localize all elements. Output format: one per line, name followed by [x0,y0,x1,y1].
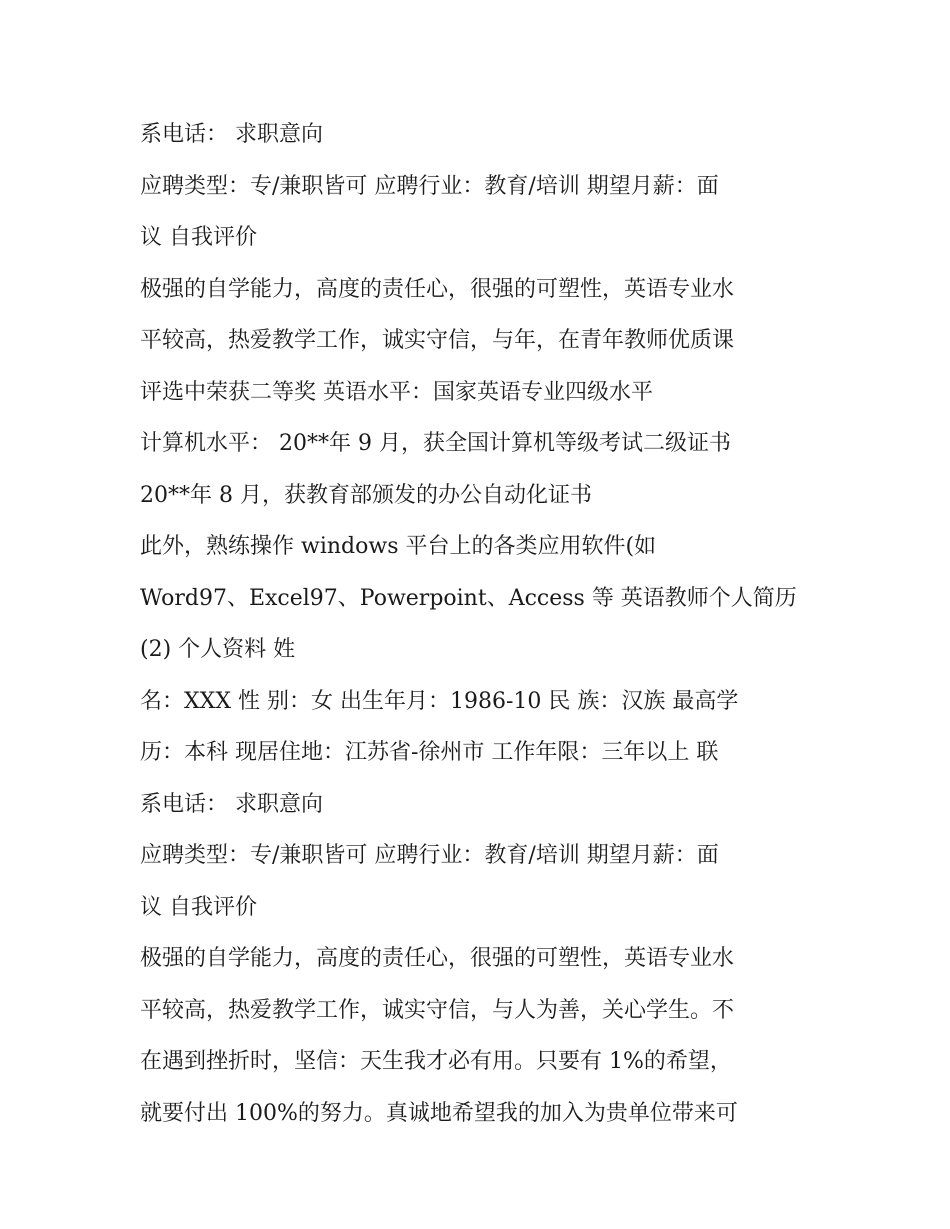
text-line: 应聘类型：专/兼职皆可 应聘行业：教育/培训 期望月薪：面 [140,843,719,868]
text-line: 名：XXX 性 别：女 出生年月：1986-10 民 族：汉族 最高学 [140,688,739,714]
text-line: 就要付出 100%的努力。真诚地希望我的加入为贵单位带来可 [140,1100,738,1126]
text-line: 极强的自学能力，高度的责任心，很强的可塑性，英语专业水 [140,276,735,302]
text-line: 平较高，热爱教学工作，诚实守信，与人为善，关心学生。不 [140,997,735,1023]
text-line: 此外，熟练操作 windows 平台上的各类应用软件(如 [140,534,657,559]
text-line: 应聘类型：专/兼职皆可 应聘行业：教育/培训 期望月薪：面 [140,173,719,199]
text-line: 议 自我评价 [140,894,257,920]
text-line: Word97、Excel97、Powerpoint、Access 等 英语教师个人简历 [140,585,797,611]
text-line: 在遇到挫折时，坚信：天生我才必有用。只要有 1%的希望， [140,1049,732,1074]
text-line: 计算机水平： 20**年 9 月，获全国计算机等级考试二级证书 [140,431,731,456]
text-line: (2) 个人资料 姓 [140,637,296,662]
text-line: 平较高，热爱教学工作，诚实守信，与年，在青年教师优质课 [140,328,735,353]
text-line: 议 自我评价 [140,225,257,250]
document-body [140,109,820,1139]
text-line: 系电话： 求职意向 [140,791,323,817]
text-line: 评选中荣获二等奖 英语水平：国家英语专业四级水平 [140,379,653,405]
text-line: 系电话： 求职意向 [140,122,323,147]
text-line: 历：本科 现居住地：江苏省-徐州市 工作年限：三年以上 联 [140,740,719,765]
text-line: 20**年 8 月，获教育部颁发的办公自动化证书 [140,482,592,508]
text-line: 极强的自学能力，高度的责任心，很强的可塑性，英语专业水 [140,946,735,971]
